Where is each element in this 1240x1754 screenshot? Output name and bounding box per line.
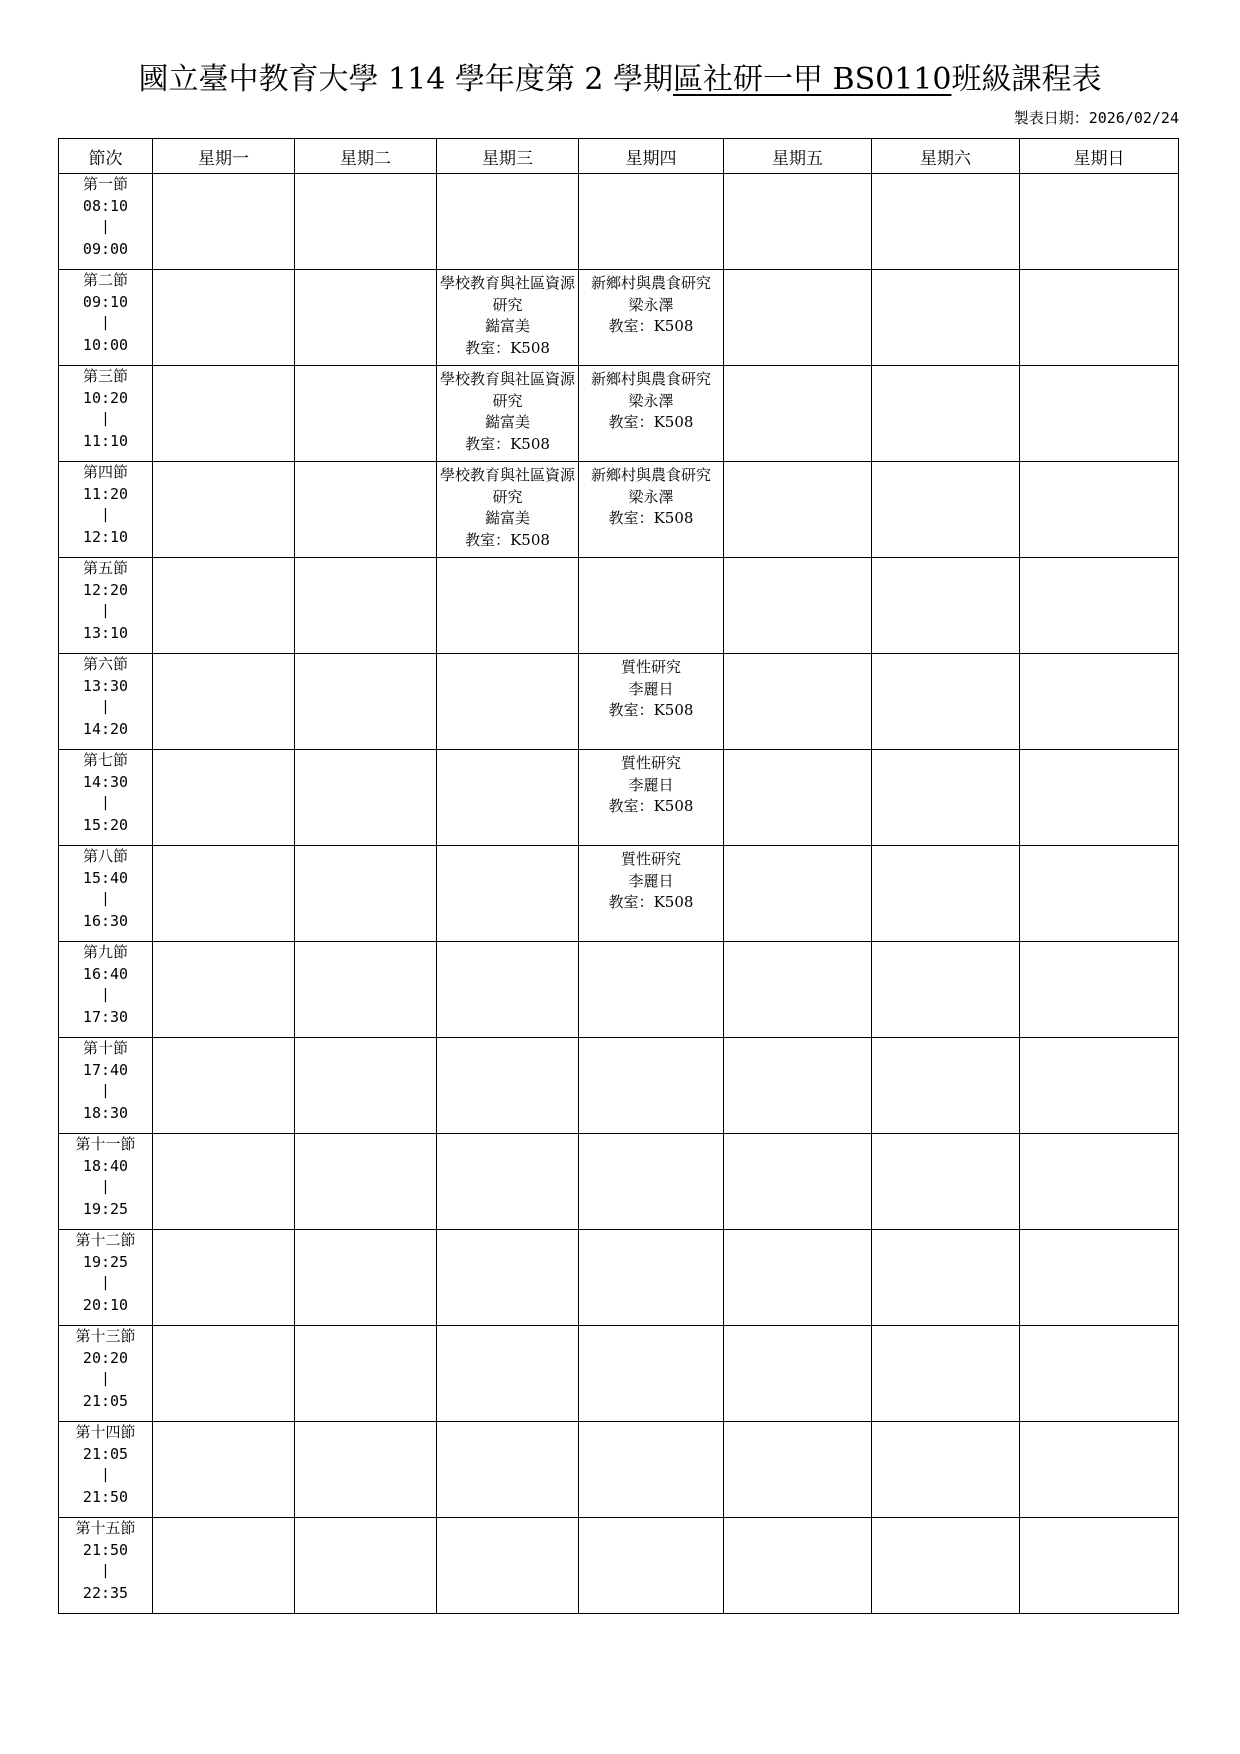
schedule-cell bbox=[295, 1518, 437, 1614]
period-start-time: 09:10 bbox=[82, 292, 129, 311]
schedule-cell bbox=[295, 462, 437, 558]
schedule-cell bbox=[724, 1518, 872, 1614]
schedule-cell bbox=[724, 1422, 872, 1518]
schedule-cell bbox=[579, 270, 724, 366]
period-label: 第五節 bbox=[82, 559, 128, 577]
schedule-cell bbox=[724, 1230, 872, 1326]
period-end-time: 10:00 bbox=[82, 335, 129, 354]
schedule-cell bbox=[872, 1518, 1020, 1614]
schedule-cell bbox=[1020, 1422, 1179, 1518]
course-entry bbox=[579, 366, 723, 434]
page-title bbox=[0, 58, 1240, 102]
schedule-cell bbox=[724, 654, 872, 750]
schedule-cell bbox=[1020, 846, 1179, 942]
period-start-time: 21:05 bbox=[82, 1444, 129, 1463]
period-cell bbox=[59, 750, 153, 846]
course-room: 教室：K508 bbox=[608, 701, 694, 719]
schedule-row bbox=[59, 1422, 1179, 1518]
course-teacher: 李麗日 bbox=[628, 871, 674, 890]
title-suffix: 班級課程表 bbox=[951, 62, 1102, 97]
course-teacher: 李麗日 bbox=[628, 679, 674, 698]
schedule-cell bbox=[295, 750, 437, 846]
schedule-cell bbox=[153, 174, 295, 270]
schedule-cell bbox=[295, 1134, 437, 1230]
schedule-cell bbox=[724, 942, 872, 1038]
schedule-cell bbox=[153, 942, 295, 1038]
schedule-cell bbox=[153, 1038, 295, 1134]
schedule-cell bbox=[579, 750, 724, 846]
schedule-cell bbox=[153, 750, 295, 846]
period-start-time: 13:30 bbox=[82, 676, 129, 695]
period-cell bbox=[59, 654, 153, 750]
period-time-separator: | bbox=[101, 1371, 110, 1387]
schedule-cell bbox=[579, 942, 724, 1038]
schedule-row bbox=[59, 654, 1179, 750]
schedule-cell bbox=[579, 366, 724, 462]
period-label: 第三節 bbox=[82, 367, 128, 385]
period-label: 第十一節 bbox=[75, 1135, 136, 1153]
course-entry bbox=[579, 462, 723, 530]
schedule-cell bbox=[724, 1038, 872, 1134]
period-time-separator: | bbox=[101, 891, 110, 907]
schedule-row bbox=[59, 366, 1179, 462]
course-name: 新鄉村與農食研究 bbox=[590, 370, 711, 388]
period-start-time: 08:10 bbox=[82, 196, 129, 215]
course-entry bbox=[437, 366, 578, 455]
schedule-cell bbox=[724, 462, 872, 558]
schedule-cell bbox=[724, 558, 872, 654]
schedule-cell bbox=[579, 1230, 724, 1326]
period-start-time: 14:30 bbox=[82, 772, 129, 791]
title-prefix: 國立臺中教育大學 114 學年度第 2 學期 bbox=[138, 62, 673, 97]
schedule-cell bbox=[437, 1422, 579, 1518]
schedule-cell bbox=[872, 462, 1020, 558]
period-label: 第十四節 bbox=[75, 1423, 136, 1441]
period-start-time: 19:25 bbox=[82, 1252, 129, 1271]
period-end-time: 09:00 bbox=[82, 239, 129, 258]
schedule-cell bbox=[437, 654, 579, 750]
schedule-cell bbox=[295, 558, 437, 654]
course-room: 教室：K508 bbox=[608, 509, 694, 527]
schedule-cell bbox=[579, 1518, 724, 1614]
period-cell bbox=[59, 366, 153, 462]
schedule-cell bbox=[724, 366, 872, 462]
period-start-time: 11:20 bbox=[82, 484, 129, 503]
schedule-cell bbox=[295, 270, 437, 366]
period-end-time: 19:25 bbox=[82, 1199, 129, 1218]
period-start-time: 21:50 bbox=[82, 1540, 129, 1559]
schedule-cell bbox=[724, 750, 872, 846]
period-time-separator: | bbox=[101, 1467, 110, 1483]
schedule-cell bbox=[437, 750, 579, 846]
day-header: 星期一 bbox=[153, 139, 295, 174]
period-label: 第六節 bbox=[82, 655, 128, 673]
schedule-row bbox=[59, 1326, 1179, 1422]
day-header: 星期六 bbox=[872, 139, 1020, 174]
course-teacher: 梁永澤 bbox=[628, 295, 674, 314]
course-name: 學校教育與社區資源研究 bbox=[439, 274, 575, 314]
schedule-cell bbox=[1020, 654, 1179, 750]
course-teacher: 梁永澤 bbox=[628, 391, 674, 410]
period-time-separator: | bbox=[101, 603, 110, 619]
period-cell bbox=[59, 1230, 153, 1326]
period-label: 第二節 bbox=[82, 271, 128, 289]
schedule-cell bbox=[579, 174, 724, 270]
schedule-cell bbox=[153, 846, 295, 942]
course-teacher: 鐑富美 bbox=[484, 413, 530, 431]
schedule-cell bbox=[579, 558, 724, 654]
schedule-cell bbox=[437, 270, 579, 366]
course-entry bbox=[437, 462, 578, 551]
schedule-cell bbox=[295, 1038, 437, 1134]
period-time-separator: | bbox=[101, 507, 110, 523]
period-cell bbox=[59, 1518, 153, 1614]
course-teacher: 梁永澤 bbox=[628, 487, 674, 506]
schedule-cell bbox=[437, 366, 579, 462]
schedule-cell bbox=[437, 942, 579, 1038]
period-label: 第八節 bbox=[82, 847, 128, 865]
period-end-time: 21:05 bbox=[82, 1391, 129, 1410]
period-cell bbox=[59, 174, 153, 270]
schedule-cell bbox=[1020, 750, 1179, 846]
period-start-time: 20:20 bbox=[82, 1348, 129, 1367]
period-label: 第十節 bbox=[82, 1039, 128, 1057]
schedule-cell bbox=[872, 270, 1020, 366]
period-cell bbox=[59, 270, 153, 366]
period-time-separator: | bbox=[101, 411, 110, 427]
period-cell bbox=[59, 1038, 153, 1134]
schedule-row bbox=[59, 1038, 1179, 1134]
course-room: 教室：K508 bbox=[608, 413, 694, 431]
period-end-time: 12:10 bbox=[82, 527, 129, 546]
course-name: 新鄉村與農食研究 bbox=[590, 274, 711, 292]
schedule-cell bbox=[1020, 270, 1179, 366]
period-label: 第九節 bbox=[82, 943, 128, 961]
schedule-row bbox=[59, 942, 1179, 1038]
period-end-time: 13:10 bbox=[82, 623, 129, 642]
period-cell bbox=[59, 1422, 153, 1518]
schedule-cell bbox=[724, 846, 872, 942]
period-time-separator: | bbox=[101, 987, 110, 1003]
period-cell bbox=[59, 846, 153, 942]
period-time-separator: | bbox=[101, 1275, 110, 1291]
period-label: 第十二節 bbox=[75, 1231, 136, 1249]
schedule-cell bbox=[153, 1422, 295, 1518]
schedule-cell bbox=[437, 1326, 579, 1422]
course-name: 質性研究 bbox=[620, 754, 681, 772]
schedule-cell bbox=[437, 558, 579, 654]
period-end-time: 14:20 bbox=[82, 719, 129, 738]
schedule-cell bbox=[153, 1518, 295, 1614]
day-header: 星期四 bbox=[579, 139, 724, 174]
schedule-cell bbox=[295, 366, 437, 462]
schedule-cell bbox=[295, 1230, 437, 1326]
course-teacher: 李麗日 bbox=[628, 775, 674, 794]
schedule-cell bbox=[872, 366, 1020, 462]
schedule-cell bbox=[579, 654, 724, 750]
schedule-cell bbox=[872, 654, 1020, 750]
period-cell bbox=[59, 942, 153, 1038]
period-label: 第十五節 bbox=[75, 1519, 136, 1537]
schedule-cell bbox=[872, 1422, 1020, 1518]
class-name: 區社研一甲 BS0110 bbox=[673, 62, 952, 97]
schedule-cell bbox=[872, 1326, 1020, 1422]
course-room: 教室：K508 bbox=[465, 338, 550, 357]
period-time-separator: | bbox=[101, 219, 110, 235]
schedule-cell bbox=[872, 1230, 1020, 1326]
day-header: 星期日 bbox=[1020, 139, 1179, 174]
period-time-separator: | bbox=[101, 1083, 110, 1099]
schedule-cell bbox=[724, 1134, 872, 1230]
schedule-row bbox=[59, 846, 1179, 942]
period-end-time: 20:10 bbox=[82, 1295, 129, 1314]
period-start-time: 17:40 bbox=[82, 1060, 129, 1079]
schedule-cell bbox=[295, 654, 437, 750]
course-entry bbox=[437, 270, 578, 359]
course-entry bbox=[579, 654, 723, 722]
schedule-cell bbox=[579, 462, 724, 558]
period-cell bbox=[59, 558, 153, 654]
period-start-time: 10:20 bbox=[82, 388, 129, 407]
schedule-cell bbox=[153, 462, 295, 558]
period-end-time: 16:30 bbox=[82, 911, 129, 930]
schedule-cell bbox=[872, 750, 1020, 846]
schedule-cell bbox=[579, 1326, 724, 1422]
course-name: 新鄉村與農食研究 bbox=[590, 466, 711, 484]
print-date: 製表日期：2026/02/24 bbox=[1013, 109, 1179, 127]
schedule-cell bbox=[295, 1326, 437, 1422]
period-cell bbox=[59, 462, 153, 558]
schedule-cell bbox=[153, 558, 295, 654]
schedule-cell bbox=[295, 942, 437, 1038]
schedule-cell bbox=[437, 1134, 579, 1230]
period-time-separator: | bbox=[101, 699, 110, 715]
schedule-cell bbox=[295, 174, 437, 270]
course-entry bbox=[579, 846, 723, 914]
period-label: 第四節 bbox=[82, 463, 128, 481]
course-name: 學校教育與社區資源研究 bbox=[439, 466, 575, 506]
schedule-row bbox=[59, 1518, 1179, 1614]
day-header: 星期二 bbox=[295, 139, 437, 174]
schedule-cell bbox=[1020, 174, 1179, 270]
schedule-cell bbox=[153, 1326, 295, 1422]
period-label: 第七節 bbox=[82, 751, 128, 769]
schedule-cell bbox=[153, 654, 295, 750]
schedule-cell bbox=[579, 1038, 724, 1134]
schedule-cell bbox=[437, 1518, 579, 1614]
course-name: 學校教育與社區資源研究 bbox=[439, 370, 575, 410]
schedule-row bbox=[59, 174, 1179, 270]
period-start-time: 18:40 bbox=[82, 1156, 129, 1175]
course-room: 教室：K508 bbox=[608, 893, 694, 911]
schedule-cell bbox=[1020, 1038, 1179, 1134]
course-name: 質性研究 bbox=[620, 658, 681, 676]
period-end-time: 17:30 bbox=[82, 1007, 129, 1026]
schedule-table bbox=[58, 138, 1179, 1614]
schedule-cell bbox=[1020, 1230, 1179, 1326]
course-teacher: 鐑富美 bbox=[484, 509, 530, 527]
course-room: 教室：K508 bbox=[465, 434, 550, 453]
schedule-row bbox=[59, 750, 1179, 846]
schedule-cell bbox=[872, 174, 1020, 270]
schedule-cell bbox=[437, 846, 579, 942]
schedule-body bbox=[59, 174, 1179, 1614]
schedule-cell bbox=[579, 846, 724, 942]
schedule-cell bbox=[295, 1422, 437, 1518]
day-header: 星期五 bbox=[724, 139, 872, 174]
period-time-separator: | bbox=[101, 1179, 110, 1195]
schedule-cell bbox=[437, 174, 579, 270]
course-name: 質性研究 bbox=[620, 850, 681, 868]
period-end-time: 18:30 bbox=[82, 1103, 129, 1122]
schedule-cell bbox=[153, 270, 295, 366]
schedule-cell bbox=[1020, 366, 1179, 462]
schedule-cell bbox=[724, 1326, 872, 1422]
course-entry bbox=[579, 750, 723, 818]
schedule-cell bbox=[872, 1038, 1020, 1134]
schedule-cell bbox=[872, 558, 1020, 654]
schedule-cell bbox=[437, 1038, 579, 1134]
schedule-row bbox=[59, 1134, 1179, 1230]
period-cell bbox=[59, 1134, 153, 1230]
schedule-cell bbox=[724, 270, 872, 366]
period-label: 第十三節 bbox=[75, 1327, 136, 1345]
schedule-cell bbox=[153, 1230, 295, 1326]
schedule-cell bbox=[1020, 1134, 1179, 1230]
schedule-cell bbox=[1020, 1326, 1179, 1422]
period-time-separator: | bbox=[101, 1563, 110, 1579]
schedule-row bbox=[59, 462, 1179, 558]
schedule-row bbox=[59, 1230, 1179, 1326]
schedule-cell bbox=[1020, 558, 1179, 654]
course-room: 教室：K508 bbox=[608, 317, 694, 335]
course-entry bbox=[579, 270, 723, 338]
period-end-time: 15:20 bbox=[82, 815, 129, 834]
schedule-cell bbox=[724, 174, 872, 270]
course-teacher: 鐑富美 bbox=[484, 317, 530, 335]
schedule-cell bbox=[579, 1422, 724, 1518]
period-cell bbox=[59, 1326, 153, 1422]
schedule-cell bbox=[437, 462, 579, 558]
schedule-cell bbox=[872, 942, 1020, 1038]
period-time-separator: | bbox=[101, 795, 110, 811]
period-start-time: 15:40 bbox=[82, 868, 129, 887]
period-end-time: 22:35 bbox=[82, 1583, 129, 1602]
course-room: 教室：K508 bbox=[608, 797, 694, 815]
header-row bbox=[59, 139, 1179, 174]
period-column-header: 節次 bbox=[59, 139, 153, 174]
schedule-cell bbox=[1020, 462, 1179, 558]
period-start-time: 12:20 bbox=[82, 580, 129, 599]
schedule-cell bbox=[295, 846, 437, 942]
period-label: 第一節 bbox=[82, 175, 128, 193]
day-header: 星期三 bbox=[437, 139, 579, 174]
course-room: 教室：K508 bbox=[465, 530, 550, 549]
schedule-cell bbox=[1020, 942, 1179, 1038]
schedule-cell bbox=[579, 1134, 724, 1230]
schedule-cell bbox=[872, 1134, 1020, 1230]
schedule-cell bbox=[872, 846, 1020, 942]
schedule-cell bbox=[153, 1134, 295, 1230]
period-end-time: 11:10 bbox=[82, 431, 129, 450]
schedule-row bbox=[59, 558, 1179, 654]
schedule-cell bbox=[437, 1230, 579, 1326]
period-end-time: 21:50 bbox=[82, 1487, 129, 1506]
period-start-time: 16:40 bbox=[82, 964, 129, 983]
schedule-cell bbox=[153, 366, 295, 462]
period-time-separator: | bbox=[101, 315, 110, 331]
schedule-cell bbox=[1020, 1518, 1179, 1614]
schedule-row bbox=[59, 270, 1179, 366]
